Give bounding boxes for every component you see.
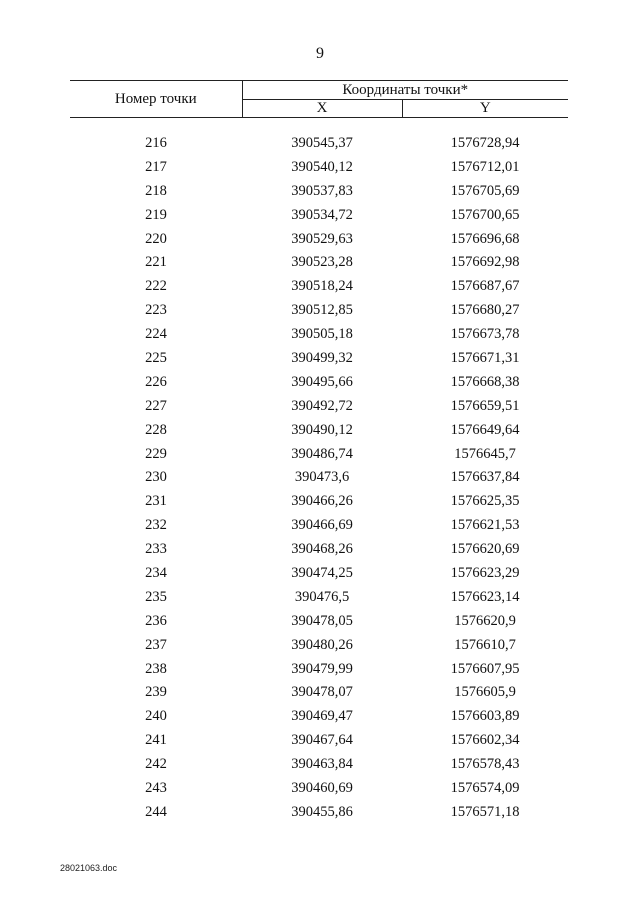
table-row xyxy=(70,704,568,728)
point-number-cell: 232 xyxy=(145,517,167,534)
y-coordinate-cell: 1576623,14 xyxy=(450,588,520,605)
point-number-cell: 219 xyxy=(145,206,167,223)
point-number-cell: 228 xyxy=(145,421,167,438)
y-coordinate-cell: 1576578,43 xyxy=(450,756,520,773)
y-coordinate-cell: 1576728,94 xyxy=(450,134,520,151)
point-number-cell: 220 xyxy=(145,230,167,247)
y-coordinate-cell: 1576673,78 xyxy=(450,326,520,343)
x-column-header: X xyxy=(242,100,402,118)
y-coordinate-cell: 1576668,38 xyxy=(450,373,520,390)
x-coordinate-cell: 390499,32 xyxy=(291,349,353,366)
x-coordinate-cell: 390523,28 xyxy=(291,254,353,271)
x-coordinate-cell: 390480,26 xyxy=(291,636,353,653)
y-coordinate-cell: 1576649,64 xyxy=(450,421,520,438)
table-row xyxy=(70,442,568,466)
point-number-cell: 236 xyxy=(145,612,167,629)
table-row xyxy=(70,370,568,394)
table-header xyxy=(70,81,568,118)
point-number-cell: 217 xyxy=(145,158,167,175)
point-number-cell: 225 xyxy=(145,349,167,366)
table-row xyxy=(70,179,568,203)
point-number-cell: 227 xyxy=(145,397,167,414)
table-row xyxy=(70,322,568,346)
y-coordinate-cell: 1576700,65 xyxy=(450,206,520,223)
table-row xyxy=(70,203,568,227)
x-coordinate-cell: 390463,84 xyxy=(291,756,353,773)
y-coordinate-cell: 1576625,35 xyxy=(450,493,520,510)
table-row xyxy=(70,298,568,322)
y-coordinate-cell: 1576705,69 xyxy=(450,182,520,199)
point-number-cell: 231 xyxy=(145,493,167,510)
table-row xyxy=(70,513,568,537)
point-number-cell: 243 xyxy=(145,779,167,796)
x-coordinate-cell: 390518,24 xyxy=(291,278,353,295)
x-coordinate-cell: 390466,69 xyxy=(291,517,353,534)
x-coordinate-cell: 390529,63 xyxy=(291,230,353,247)
y-coordinate-cell: 1576680,27 xyxy=(450,302,520,319)
x-coordinate-cell: 390540,12 xyxy=(291,158,353,175)
point-number-cell: 240 xyxy=(145,708,167,725)
point-number-cell: 241 xyxy=(145,732,167,749)
y-coordinate-cell: 1576692,98 xyxy=(450,254,520,271)
coordinates-header: Координаты точки* xyxy=(242,81,568,100)
y-column-header: Y xyxy=(402,100,568,118)
point-number-cell: 234 xyxy=(145,564,167,581)
point-number-cell: 230 xyxy=(145,469,167,486)
x-coordinate-cell: 390537,83 xyxy=(291,182,353,199)
y-coordinate-cell: 1576602,34 xyxy=(450,732,520,749)
x-coordinate-cell: 390455,86 xyxy=(291,803,353,820)
page-number: 9 xyxy=(316,45,324,62)
table-row xyxy=(70,657,568,681)
point-number-cell: 218 xyxy=(145,182,167,199)
table-row xyxy=(70,227,568,251)
x-coordinate-cell: 390495,66 xyxy=(291,373,353,390)
x-coordinate-cell: 390545,37 xyxy=(291,134,353,151)
table-row xyxy=(70,800,568,824)
point-number-cell: 223 xyxy=(145,302,167,319)
x-coordinate-cell: 390473,6 xyxy=(294,469,350,486)
x-coordinate-cell: 390468,26 xyxy=(291,541,353,558)
x-coordinate-cell: 390467,64 xyxy=(291,732,353,749)
x-coordinate-cell: 390492,72 xyxy=(291,397,353,414)
x-coordinate-cell: 390534,72 xyxy=(291,206,353,223)
table-row xyxy=(70,489,568,513)
table-row xyxy=(70,776,568,800)
y-coordinate-cell: 1576603,89 xyxy=(450,708,520,725)
table-row xyxy=(70,585,568,609)
point-number-cell: 226 xyxy=(145,373,167,390)
x-coordinate-cell: 390460,69 xyxy=(291,779,353,796)
point-number-cell: 229 xyxy=(145,445,167,462)
x-coordinate-cell: 390474,25 xyxy=(291,564,353,581)
point-number-cell: 224 xyxy=(145,326,167,343)
point-number-cell: 233 xyxy=(145,541,167,558)
y-coordinate-cell: 1576637,84 xyxy=(450,469,520,486)
x-coordinate-cell: 390476,5 xyxy=(294,588,350,605)
y-coordinate-cell: 1576620,9 xyxy=(454,612,516,629)
point-number-cell: 216 xyxy=(145,134,167,151)
table-row xyxy=(70,680,568,704)
y-coordinate-cell: 1576607,95 xyxy=(450,660,520,677)
y-coordinate-cell: 1576605,9 xyxy=(454,684,516,701)
document-filename: 28021063.doc xyxy=(60,863,118,873)
x-coordinate-cell: 390490,12 xyxy=(291,421,353,438)
point-number-cell: 238 xyxy=(145,660,167,677)
table-row xyxy=(70,728,568,752)
table-row xyxy=(70,155,568,179)
table-row xyxy=(70,418,568,442)
point-number-cell: 221 xyxy=(145,254,167,271)
y-coordinate-cell: 1576623,29 xyxy=(450,564,520,581)
x-coordinate-cell: 390469,47 xyxy=(291,708,353,725)
y-coordinate-cell: 1576712,01 xyxy=(450,158,520,175)
x-coordinate-cell: 390478,07 xyxy=(291,684,353,701)
y-coordinate-cell: 1576620,69 xyxy=(450,541,520,558)
y-coordinate-cell: 1576659,51 xyxy=(450,397,520,414)
x-coordinate-cell: 390466,26 xyxy=(291,493,353,510)
table-row xyxy=(70,394,568,418)
x-coordinate-cell: 390512,85 xyxy=(291,302,353,319)
y-coordinate-cell: 1576687,67 xyxy=(450,278,520,295)
table-row xyxy=(70,537,568,561)
point-number-cell: 222 xyxy=(145,278,167,295)
y-coordinate-cell: 1576671,31 xyxy=(450,349,520,366)
point-number-cell: 244 xyxy=(145,803,167,820)
y-coordinate-cell: 1576621,53 xyxy=(450,517,520,534)
y-coordinate-cell: 1576574,09 xyxy=(450,779,520,796)
y-coordinate-cell: 1576610,7 xyxy=(454,636,516,653)
x-coordinate-cell: 390505,18 xyxy=(291,326,353,343)
x-coordinate-cell: 390478,05 xyxy=(291,612,353,629)
table-row xyxy=(70,250,568,274)
point-number-cell: 237 xyxy=(145,636,167,653)
table-row xyxy=(70,274,568,298)
point-number-header: Номер точки xyxy=(70,81,242,118)
coordinates-table xyxy=(70,80,568,824)
table-row xyxy=(70,131,568,155)
y-coordinate-cell: 1576696,68 xyxy=(450,230,520,247)
table-row xyxy=(70,752,568,776)
table-body xyxy=(70,118,568,824)
table-row xyxy=(70,346,568,370)
table-row xyxy=(70,561,568,585)
y-coordinate-cell: 1576645,7 xyxy=(454,445,516,462)
x-coordinate-cell: 390486,74 xyxy=(291,445,353,462)
table-row xyxy=(70,633,568,657)
point-number-cell: 235 xyxy=(145,588,167,605)
table-row xyxy=(70,465,568,489)
x-coordinate-cell: 390479,99 xyxy=(291,660,353,677)
table-row xyxy=(70,609,568,633)
y-coordinate-cell: 1576571,18 xyxy=(450,803,520,820)
point-number-cell: 242 xyxy=(145,756,167,773)
point-number-cell: 239 xyxy=(145,684,167,701)
